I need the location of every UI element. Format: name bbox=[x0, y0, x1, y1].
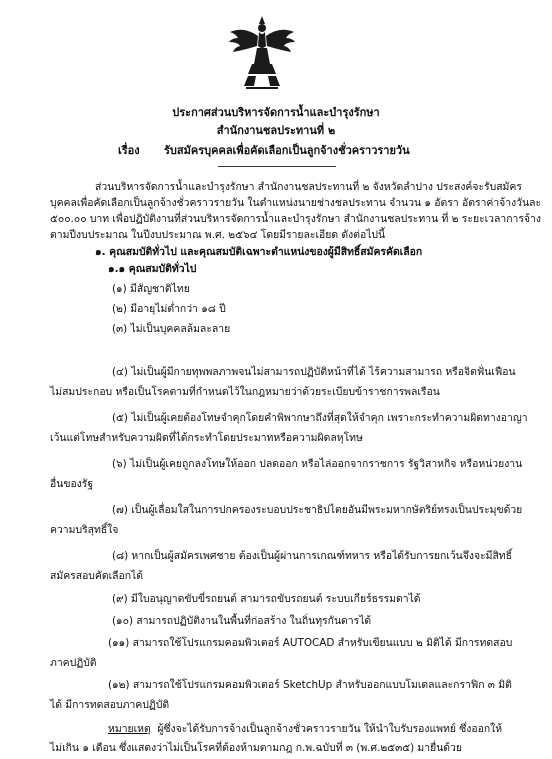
subject-line bbox=[118, 143, 410, 158]
divider bbox=[218, 166, 336, 167]
list-item-cont: สมัครสอบคัดเลือกได้ bbox=[50, 570, 144, 582]
list-item: (๓) ไม่เป็นบุคคลล้มละลาย bbox=[112, 323, 231, 335]
list-item: (๘) หากเป็นผู้สมัครเพศชาย ต้องเป็นผู้ผ่านการเกณฑ์ทหาร หรือได้รับการยกเว้นจึงจะมีสิทธิ์ bbox=[112, 550, 513, 562]
header-office: สำนักงานชลประทานที่ ๒ bbox=[216, 124, 336, 137]
list-item-cont: ความบริสุทธิ์ใจ bbox=[50, 524, 119, 536]
list-item-cont: เว้นแต่โทษสำหรับความผิดที่ได้กระทำโดยประมาทหรือความผิดลหุโทษ bbox=[50, 432, 363, 444]
intro-line-3: ๕๐๐.๐๐ บาท เพื่อปฏิบัติงานที่ส่วนบริหารจัดการน้ำและบำรุงรักษา สำนักงานชลประทาน ที่ ๒ ระยะเวลาการจ้าง bbox=[50, 213, 541, 225]
list-item-cont: อื่นของรัฐ bbox=[50, 478, 94, 490]
list-item-cont: ภาคปฏิบัติ bbox=[50, 657, 97, 669]
list-item: (๗) เป็นผู้เลื่อมใสในการปกครองระบอบประชาธิปไตยอันมีพระมหากษัตริย์ทรงเป็นประมุขด้วย bbox=[112, 504, 523, 516]
list-item: (๖) ไม่เป็นผู้เคยถูกลงโทษให้ออก ปลดออก หรือไล่ออกจากราชการ รัฐวิสาหกิจ หรือหน่วยงาน bbox=[112, 458, 523, 470]
note-text: ผู้ซึ่งจะได้รับการจ้างเป็นลูกจ้างชั่วคราวรายวัน ให้นำใบรับรองแพทย์ ซึ่งออกให้ bbox=[157, 723, 503, 735]
section-heading: ๑. คุณสมบัติทั่วไป และคุณสมบัติเฉพาะตำแหน่งของผู้มีสิทธิ์สมัครคัดเลือก bbox=[95, 246, 423, 258]
list-item: (๙) มีใบอนุญาตขับขี่รถยนต์ สามารถขับรถยนต์ ระบบเกียร์ธรรมดาได้ bbox=[112, 593, 421, 605]
subsection-heading: ๑.๑ คุณสมบัติทั่วไป bbox=[108, 263, 197, 275]
note-line-2: ไม่เกิน ๑ เดือน ซึ่งแสดงว่าไม่เป็นโรคที่ต้องห้ามตามกฎ ก.พ.ฉบับที่ ๓ (พ.ศ.๒๕๓๕) มายื่นด้วย bbox=[50, 742, 462, 754]
header-org: ประกาศส่วนบริหารจัดการน้ำและบำรุงรักษา bbox=[172, 106, 380, 119]
list-item: (๑๒) สามารถใช้โปรแกรมคอมพิวเตอร์ SketchUp สำหรับออกแบบโมเดลและกราฟิก ๓ มิติ bbox=[108, 679, 512, 691]
list-item-cont: ได้ มีการทดสอบภาคปฏิบัติ bbox=[50, 699, 170, 711]
intro-line-2: บุคคลเพื่อคัดเลือกเป็นลูกจ้างชั่วคราวรายวัน ในตำแหน่งนายช่างชลประทาน จำนวน ๑ อัตรา อัตราค่าจ้างวันละ bbox=[50, 197, 542, 209]
list-item: (๕) ไม่เป็นผู้เคยต้องโทษจำคุกโดยคำพิพากษาถึงที่สุดให้จำคุก เพราะกระทำความผิดทางอาญา bbox=[112, 412, 528, 424]
list-item: (๔) ไม่เป็นผู้มีกายทุพพลภาพจนไม่สามารถปฏิบัติหน้าที่ได้ ไร้ความสามารถ หรือจิตฟั่นเฟือน bbox=[112, 366, 516, 378]
subject-text: รับสมัครบุคคลเพื่อคัดเลือกเป็นลูกจ้างชั่วคราวรายวัน bbox=[164, 144, 410, 157]
list-item-cont: ไม่สมประกอบ หรือเป็นโรคตามที่กำหนดไว้ในกฎหมายว่าด้วยระเบียบข้าราชการพลเรือน bbox=[50, 386, 440, 398]
list-item: (๑๑) สามารถใช้โปรแกรมคอมพิวเตอร์ AUTOCAD สำหรับเขียนแบบ ๒ มิติได้ มีการทดสอบ bbox=[108, 637, 513, 649]
list-item: (๑) มีสัญชาติไทย bbox=[112, 283, 190, 295]
note-line-1 bbox=[108, 722, 502, 736]
note-label: หมายเหตุ bbox=[108, 723, 151, 735]
intro-line-4: ตามปีงบประมาณ ในปีงบประมาณ พ.ศ. ๒๕๖๔ โดยมีรายละเอียด ดังต่อไปนี้ bbox=[50, 229, 386, 241]
list-item: (๒) มีอายุไม่ต่ำกว่า ๑๘ ปี bbox=[112, 303, 226, 315]
list-item: (๑๐) สามารถปฏิบัติงานในพื้นที่ก่อสร้าง ในถิ่นทุรกันดารได้ bbox=[112, 615, 372, 627]
garuda-emblem-icon bbox=[226, 12, 298, 92]
intro-line-1: ส่วนบริหารจัดการน้ำและบำรุงรักษา สำนักงานชลประทานที่ ๒ จังหวัดลำปาง ประสงค์จะรับสมัคร bbox=[95, 181, 522, 193]
subject-label: เรื่อง bbox=[118, 144, 140, 157]
